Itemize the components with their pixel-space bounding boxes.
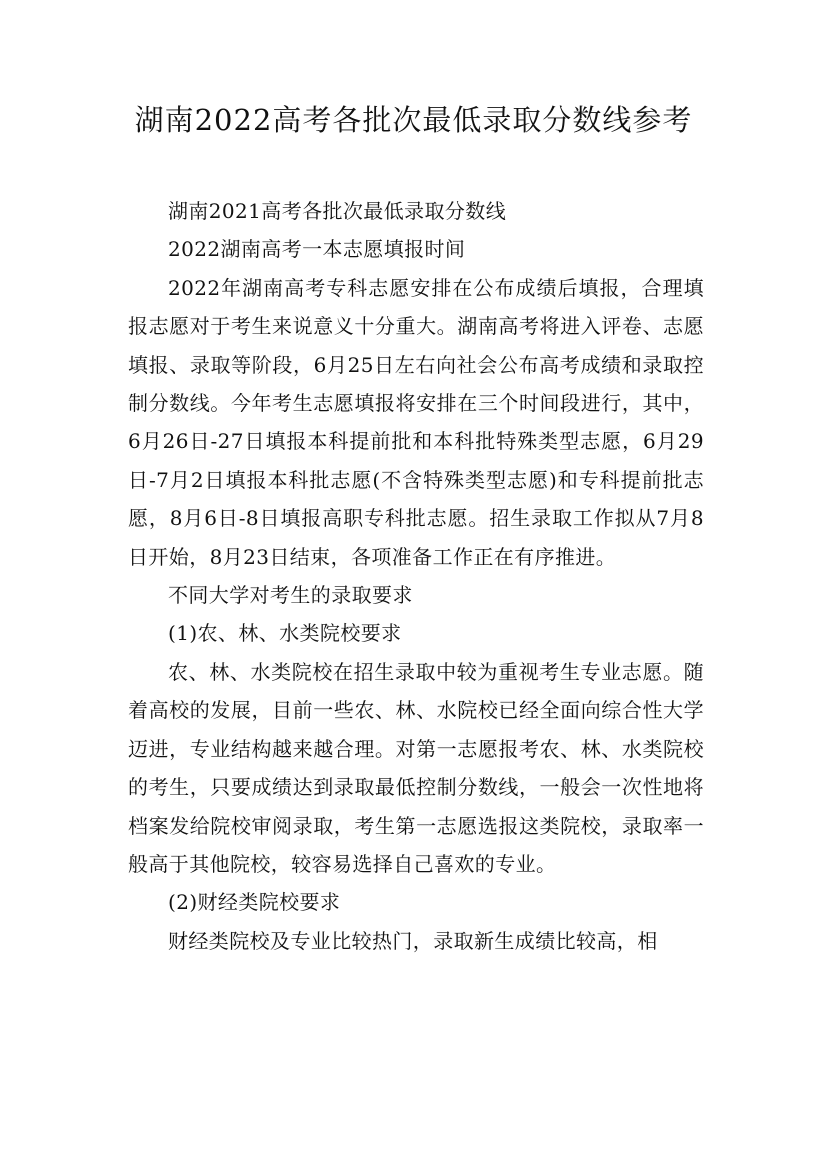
paragraph-finance-body: 财经类院校及专业比较热门，录取新生成绩比较高，相 [168, 928, 658, 953]
paragraph-finance-heading: (2)财经类院校要求 [168, 890, 341, 915]
document-title: 湖南2022高考各批次最低录取分数线参考 [134, 103, 693, 137]
document-body [128, 192, 704, 960]
paragraph-application-time: 2022湖南高考一本志愿填报时间 [168, 237, 466, 262]
paragraph-agri-heading: (1)农、林、水类院校要求 [168, 621, 402, 646]
paragraph-agri-body: 农、林、水类院校在招生录取中较为重视考生专业志愿。随着高校的发展，目前一些农、林、水院校已经全面向综合性大学迈进，专业结构越来越合理。对第一志愿报考农、林、水类院校的考生，只要成绩达到录取最低控制分数线，一般会一次性地将档案发给院校审阅录取，考生第一志愿选报这类院校，录取率一般高于其他院校，较容易选择自己喜欢的专业。 [128, 659, 704, 876]
paragraph-schedule: 2022年湖南高考专科志愿安排在公布成绩后填报，合理填报志愿对于考生来说意义十分重大。湖南高考将进入评卷、志愿填报、录取等阶段，6月25日左右向社会公布高考成绩和录取控制分数线。今年考生志愿填报将安排在三个时间段进行，其中，6月26日-27日填报本科提前批和本科批特殊类型志愿，6月29日-7月2日填报本科批志愿(不含特殊类型志愿)和专科提前批志愿，8月6日-8日填报高职专科批志愿。招生录取工作拟从7月8日开始，8月23日结束，各项准备工作正在有序推进。 [128, 275, 704, 569]
paragraph-2021-cutoff: 湖南2021高考各批次最低录取分数线 [168, 199, 507, 223]
paragraph-university-requirements: 不同大学对考生的录取要求 [168, 583, 413, 608]
